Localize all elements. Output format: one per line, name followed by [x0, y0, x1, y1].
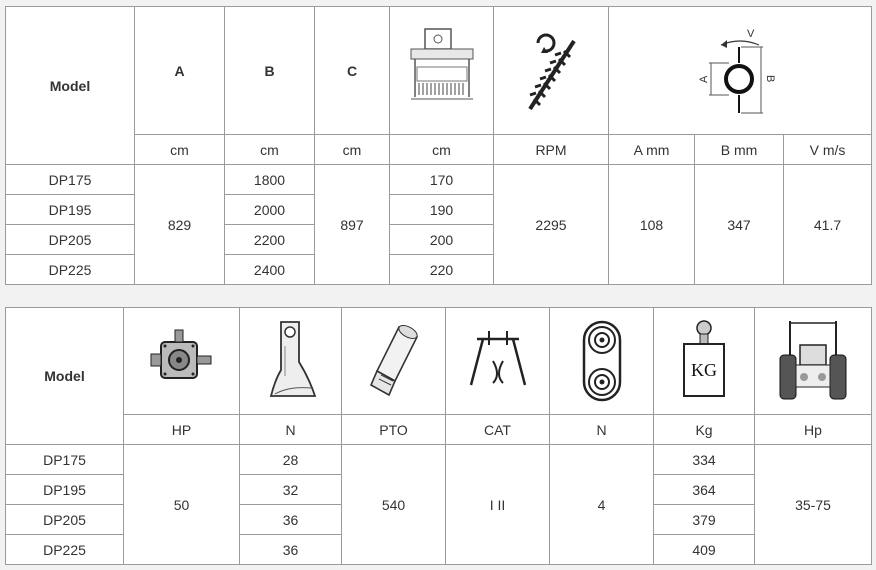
- kg-icon-text: KG: [691, 360, 717, 380]
- unit-c: cm: [315, 135, 390, 165]
- unit-n: N: [240, 415, 342, 445]
- hammer-blade-icon: [240, 308, 342, 415]
- b-value: 2400: [225, 255, 315, 285]
- unit-kg: Kg: [654, 415, 755, 445]
- model-cell: DP225: [6, 255, 135, 285]
- model-cell: DP205: [6, 505, 124, 535]
- model-header: Model: [6, 308, 124, 445]
- kg-value: 379: [654, 505, 755, 535]
- rotor-diameter-speed-icon: [609, 7, 872, 135]
- tractor-hp-value: 35-75: [755, 445, 872, 565]
- specs-table-power: [5, 307, 872, 565]
- kg-value: 334: [654, 445, 755, 475]
- specs-table-dimensions: [5, 6, 872, 285]
- d-value: 170: [390, 165, 494, 195]
- n-value: 36: [240, 505, 342, 535]
- a-mm-value: 108: [609, 165, 695, 285]
- tractor-icon: [755, 308, 872, 415]
- unit-n2: N: [550, 415, 654, 445]
- kg-value: 364: [654, 475, 755, 505]
- unit-hp: HP: [124, 415, 240, 445]
- unit-a: cm: [135, 135, 225, 165]
- unit-pto: PTO: [342, 415, 446, 445]
- model-cell: DP195: [6, 195, 135, 225]
- b-value: 2200: [225, 225, 315, 255]
- rotating-shaft-blades-icon: [494, 7, 609, 135]
- unit-rpm: RPM: [494, 135, 609, 165]
- weight-icon: [654, 308, 755, 415]
- c-value: 897: [315, 165, 390, 285]
- model-cell: DP175: [6, 445, 124, 475]
- unit-a-mm: A mm: [609, 135, 695, 165]
- col-header-c: C: [315, 7, 390, 135]
- table-row: [6, 165, 872, 195]
- three-point-hitch-icon: [446, 308, 550, 415]
- col-header-b: B: [225, 7, 315, 135]
- d-value: 220: [390, 255, 494, 285]
- n-value: 28: [240, 445, 342, 475]
- cat-value: I II: [446, 445, 550, 565]
- a-letter: A: [698, 75, 710, 83]
- belt-pulley-icon: [550, 308, 654, 415]
- pto-shaft-icon: [342, 308, 446, 415]
- table-row: [6, 445, 872, 475]
- rpm-value: 2295: [494, 165, 609, 285]
- d-value: 190: [390, 195, 494, 225]
- model-header: Model: [6, 7, 135, 165]
- unit-v-ms: V m/s: [784, 135, 872, 165]
- unit-tractor-hp: Hp: [755, 415, 872, 445]
- hp-value: 50: [124, 445, 240, 565]
- gearbox-icon: [124, 308, 240, 415]
- col-header-a: A: [135, 7, 225, 135]
- model-cell: DP175: [6, 165, 135, 195]
- unit-cat: CAT: [446, 415, 550, 445]
- unit-b-mm: B mm: [695, 135, 784, 165]
- unit-d: cm: [390, 135, 494, 165]
- model-cell: DP195: [6, 475, 124, 505]
- b-letter: B: [764, 74, 776, 82]
- n2-value: 4: [550, 445, 654, 565]
- n-value: 36: [240, 535, 342, 565]
- unit-b: cm: [225, 135, 315, 165]
- pto-value: 540: [342, 445, 446, 565]
- b-mm-value: 347: [695, 165, 784, 285]
- a-value: 829: [135, 165, 225, 285]
- b-value: 1800: [225, 165, 315, 195]
- d-value: 200: [390, 225, 494, 255]
- model-cell: DP205: [6, 225, 135, 255]
- v-ms-value: 41.7: [784, 165, 872, 285]
- v-letter: V: [747, 27, 755, 40]
- b-value: 2000: [225, 195, 315, 225]
- mower-front-view-icon: [390, 7, 494, 135]
- n-value: 32: [240, 475, 342, 505]
- model-cell: DP225: [6, 535, 124, 565]
- kg-value: 409: [654, 535, 755, 565]
